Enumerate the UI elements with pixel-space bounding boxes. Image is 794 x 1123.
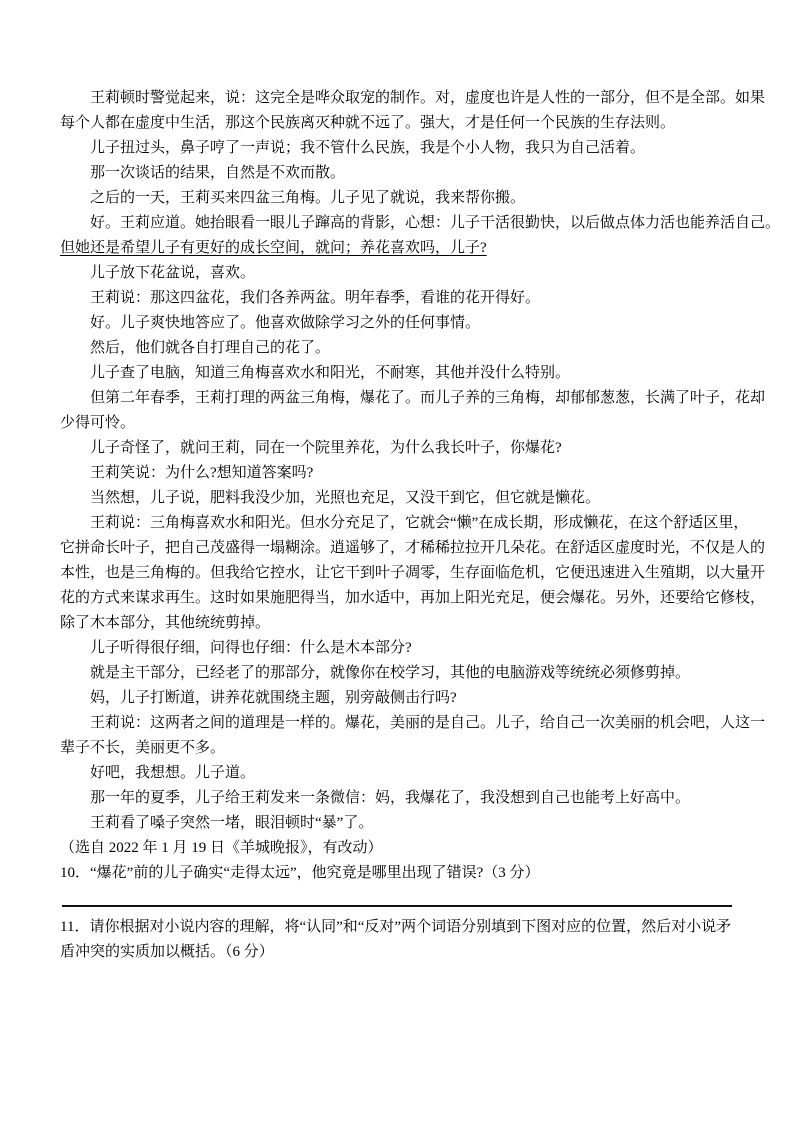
story-line: 王莉笑说：为什么?想知道答案吗?	[90, 465, 314, 481]
story-line: 之后的一天，王莉买来四盆三角梅。儿子见了就说，我来帮你搬。	[90, 190, 526, 206]
story-line: 除了木本部分，其他统统剪掉。	[60, 615, 271, 631]
story-line: 王莉看了嗓子突然一堵，眼泪顿时“暴”了。	[90, 815, 374, 831]
story-line: （选自 2022 年 1 月 19 日《羊城晚报》，有改动）	[60, 840, 383, 856]
story-line: 儿子放下花盆说，喜欢。	[90, 265, 256, 281]
question-11-line-2: 盾冲突的实质加以概括。（6 分）	[60, 944, 274, 960]
answer-blank-rule	[62, 905, 732, 907]
story-line: 那一次谈话的结果，自然是不欢而散。	[90, 165, 346, 181]
story-line: 但第二年春季，王莉打理的两盆三角梅，爆花了。而儿子养的三角梅，却郁郁葱葱，长满了叶子，花却	[90, 390, 766, 406]
story-line: 王莉说：三角梅喜欢水和阳光。但水分充足了，它就会“懒”在成长期，形成懒花，在这个舒适区里，	[90, 515, 749, 531]
story-line: 儿子听得很仔细，问得也仔细：什么是木本部分?	[90, 640, 412, 656]
story-line: 妈，儿子打断道，讲养花就围绕主题，别旁敲侧击行吗?	[90, 690, 457, 706]
story-line: 本性，也是三角梅的。但我给它控水，让它干到叶子凋零，生存面临危机，它便迅速进入生殖期，以大量开	[60, 565, 766, 581]
story-line: 花的方式来谋求再生。这时如果施肥得当，加水适中，再加上阳光充足，便会爆花。另外，还要给它修枝，	[60, 590, 766, 606]
question-11-line-1: 11．请你根据对小说内容的理解，将“认同”和“反对”两个词语分别填到下图对应的位置，然后对小说矛	[60, 919, 732, 935]
story-line: 好。王莉应道。她抬眼看一眼儿子蹿高的背影，心想：儿子干活很勤快，以后做点体力活也能养活自己。	[90, 215, 781, 231]
story-line: 它拼命长叶子，把自己茂盛得一塌糊涂。逍遥够了，才稀稀拉拉开几朵花。在舒适区虚度时光，不仅是人的	[60, 540, 766, 556]
story-line: 好。儿子爽快地答应了。他喜欢做除学习之外的任何事情。	[90, 315, 481, 331]
story-line: 当然想，儿子说，肥料我没少加，光照也充足，又没干到它，但它就是懒花。	[90, 490, 601, 506]
story-line: 好吧，我想想。儿子道。	[90, 765, 256, 781]
text-block	[60, 86, 781, 965]
story-line: 就是主干部分，已经老了的那部分，就像你在校学习，其他的电脑游戏等统统必须修剪掉。	[90, 665, 691, 681]
story-line: 那一年的夏季，儿子给王莉发来一条微信：妈，我爆花了，我没想到自己也能考上好高中。	[90, 790, 691, 806]
story-line: 儿子扭过头，鼻子哼了一声说；我不管什么民族，我是个小人物，我只为自己活着。	[90, 140, 646, 156]
story-line: 每个人都在虚度中生活，那这个民族离灭种就不远了。强大，才是任何一个民族的生存法则。	[60, 115, 676, 131]
story-line: 少得可怜。	[60, 415, 136, 431]
story-line: 王莉说：那这四盆花，我们各养两盆。明年春季，看谁的花开得好。	[90, 290, 541, 306]
story-line: 王莉说：这两者之间的道理是一样的。爆花，美丽的是自己。儿子，给自己一次美丽的机会吧，人这一	[90, 715, 766, 731]
story-line: 辈子不长，美丽更不多。	[60, 740, 226, 756]
question-11	[60, 915, 736, 965]
question-10: 10．“爆花”前的儿子确实“走得太远”，他究竟是哪里出现了错误?（3 分）	[60, 865, 540, 881]
story-passage	[60, 86, 781, 861]
story-line-underlined: 但她还是希望儿子有更好的成长空间，就问；养花喜欢吗，儿子?	[60, 240, 487, 256]
story-line: 王莉顿时警觉起来，说：这完全是哗众取宠的制作。对，虚度也许是人性的一部分，但不是全部。如果	[90, 90, 766, 106]
story-line: 儿子查了电脑，知道三角梅喜欢水和阳光，不耐寒，其他并没什么特别。	[90, 365, 571, 381]
story-line: 儿子奇怪了，就问王莉，同在一个院里养花，为什么我长叶子，你爆花?	[90, 440, 562, 456]
story-line: 然后，他们就各自打理自己的花了。	[90, 340, 331, 356]
